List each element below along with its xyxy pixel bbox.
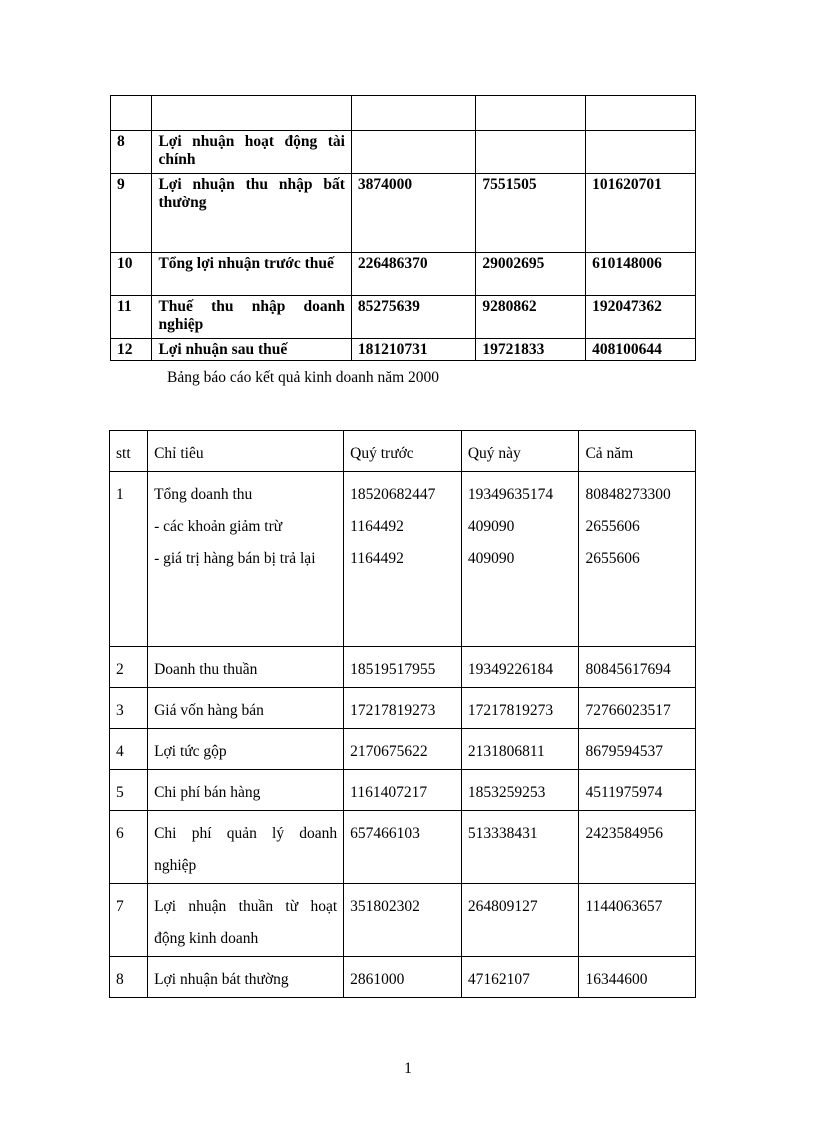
value-cell <box>476 96 586 131</box>
value-cell: 9280862 <box>476 296 586 339</box>
stt-cell <box>111 96 152 131</box>
value-cell: 17217819273 <box>461 688 579 729</box>
header-this-quarter: Quý này <box>461 431 579 472</box>
value-cell: 17217819273 <box>344 688 462 729</box>
value-cell: 72766023517 <box>579 688 696 729</box>
value-cell: 8679594537 <box>579 729 696 770</box>
value-cell: 610148006 <box>586 253 696 296</box>
value-cell: 192047362 <box>586 296 696 339</box>
value: 19349635174 <box>467 486 554 503</box>
value-cell: 7551505 <box>476 174 586 253</box>
value-cell: 80845617694 <box>579 647 696 688</box>
label-cell: Lợi nhuận thu nhập bất thường <box>152 174 351 253</box>
stt-cell: 8 <box>111 131 152 174</box>
stt-cell: 10 <box>111 253 152 296</box>
label-cell <box>152 96 351 131</box>
label-cell <box>148 472 344 647</box>
value-cell: 85275639 <box>351 296 475 339</box>
table-header-row <box>110 431 696 472</box>
value-cell: 2861000 <box>344 957 462 998</box>
value-cell: 101620701 <box>586 174 696 253</box>
header-full-year: Cả năm <box>579 431 696 472</box>
value-cell: 264809127 <box>461 884 579 957</box>
page-number: 1 <box>404 1060 412 1077</box>
row-label: Tổng doanh thu <box>154 486 253 503</box>
label-cell: Giá vốn hàng bán <box>148 688 344 729</box>
value-cell: 29002695 <box>476 253 586 296</box>
value: 409090 <box>467 518 515 535</box>
value: 1164492 <box>350 550 404 567</box>
table-row <box>110 957 696 998</box>
value-cell: 226486370 <box>351 253 475 296</box>
label-cell: Lợi tức gộp <box>148 729 344 770</box>
table-row <box>110 647 696 688</box>
value: 409090 <box>467 550 515 567</box>
profit-table-continued <box>110 95 696 361</box>
value-cell: 19349226184 <box>461 647 579 688</box>
table-row <box>111 96 696 131</box>
table-row <box>110 729 696 770</box>
label-cell: Doanh thu thuần <box>148 647 344 688</box>
stt-cell: 1 <box>110 472 148 647</box>
label-cell: Lợi nhuận thuần từ hoạt động kinh doanh <box>148 884 344 957</box>
table-row <box>110 884 696 957</box>
value: 2655606 <box>585 518 640 535</box>
stt-cell: 3 <box>110 688 148 729</box>
value-cell: 3874000 <box>351 174 475 253</box>
stt-cell: 12 <box>111 339 152 361</box>
label-cell: Thuế thu nhập doanh nghiệp <box>152 296 351 339</box>
value-cell <box>351 96 475 131</box>
table-row <box>111 296 696 339</box>
value-cell: 4511975974 <box>579 770 696 811</box>
label-cell: Tổng lợi nhuận trước thuế <box>152 253 351 296</box>
value-cell: 408100644 <box>586 339 696 361</box>
value-cell <box>586 96 696 131</box>
value: 2655606 <box>585 550 640 567</box>
label-cell: Lợi nhuận hoạt động tài chính <box>152 131 351 174</box>
header-prev-quarter: Quý trước <box>344 431 462 472</box>
header-stt: stt <box>110 431 148 472</box>
value-cell: 1144063657 <box>579 884 696 957</box>
value-cell: 2423584956 <box>579 811 696 884</box>
sub-label-returns: - giá trị hàng bán bị trả lại <box>154 550 316 567</box>
business-results-table <box>109 430 696 998</box>
value: 1164492 <box>350 518 404 535</box>
label-cell: Lợi nhuận sau thuế <box>152 339 351 361</box>
value-cell <box>586 131 696 174</box>
table-row <box>111 174 696 253</box>
table-row <box>110 472 696 647</box>
value-cell: 513338431 <box>461 811 579 884</box>
value-cell: 18519517955 <box>344 647 462 688</box>
value: 80848273300 <box>585 486 671 503</box>
table-caption: Bảng báo cáo kết quả kinh doanh năm 2000 <box>167 369 440 386</box>
stt-cell: 6 <box>110 811 148 884</box>
value-cell: 351802302 <box>344 884 462 957</box>
table-row <box>111 253 696 296</box>
header-label: Chỉ tiêu <box>148 431 344 472</box>
sub-label-deductions: - các khoản giảm trừ <box>154 518 283 535</box>
table-row <box>110 688 696 729</box>
table-row <box>111 339 696 361</box>
stt-cell: 2 <box>110 647 148 688</box>
value-cell: 1161407217 <box>344 770 462 811</box>
table-row <box>110 770 696 811</box>
stt-cell: 4 <box>110 729 148 770</box>
stt-cell: 8 <box>110 957 148 998</box>
stt-cell: 11 <box>111 296 152 339</box>
table-row <box>111 131 696 174</box>
label-cell: Lợi nhuận bát thường <box>148 957 344 998</box>
value-cell <box>476 131 586 174</box>
value-cell <box>344 472 462 647</box>
value-cell <box>461 472 579 647</box>
value-cell: 2131806811 <box>461 729 579 770</box>
label-cell: Chi phí bán hàng <box>148 770 344 811</box>
value-cell: 657466103 <box>344 811 462 884</box>
value-cell: 1853259253 <box>461 770 579 811</box>
value-cell: 16344600 <box>579 957 696 998</box>
stt-cell: 7 <box>110 884 148 957</box>
value-cell: 47162107 <box>461 957 579 998</box>
stt-cell: 9 <box>111 174 152 253</box>
label-cell: Chi phí quản lý doanh nghiệp <box>148 811 344 884</box>
value-cell <box>579 472 696 647</box>
value-cell: 2170675622 <box>344 729 462 770</box>
value-cell: 181210731 <box>351 339 475 361</box>
table-row <box>110 811 696 884</box>
value-cell: 19721833 <box>476 339 586 361</box>
value: 18520682447 <box>350 486 436 503</box>
value-cell <box>351 131 475 174</box>
stt-cell: 5 <box>110 770 148 811</box>
